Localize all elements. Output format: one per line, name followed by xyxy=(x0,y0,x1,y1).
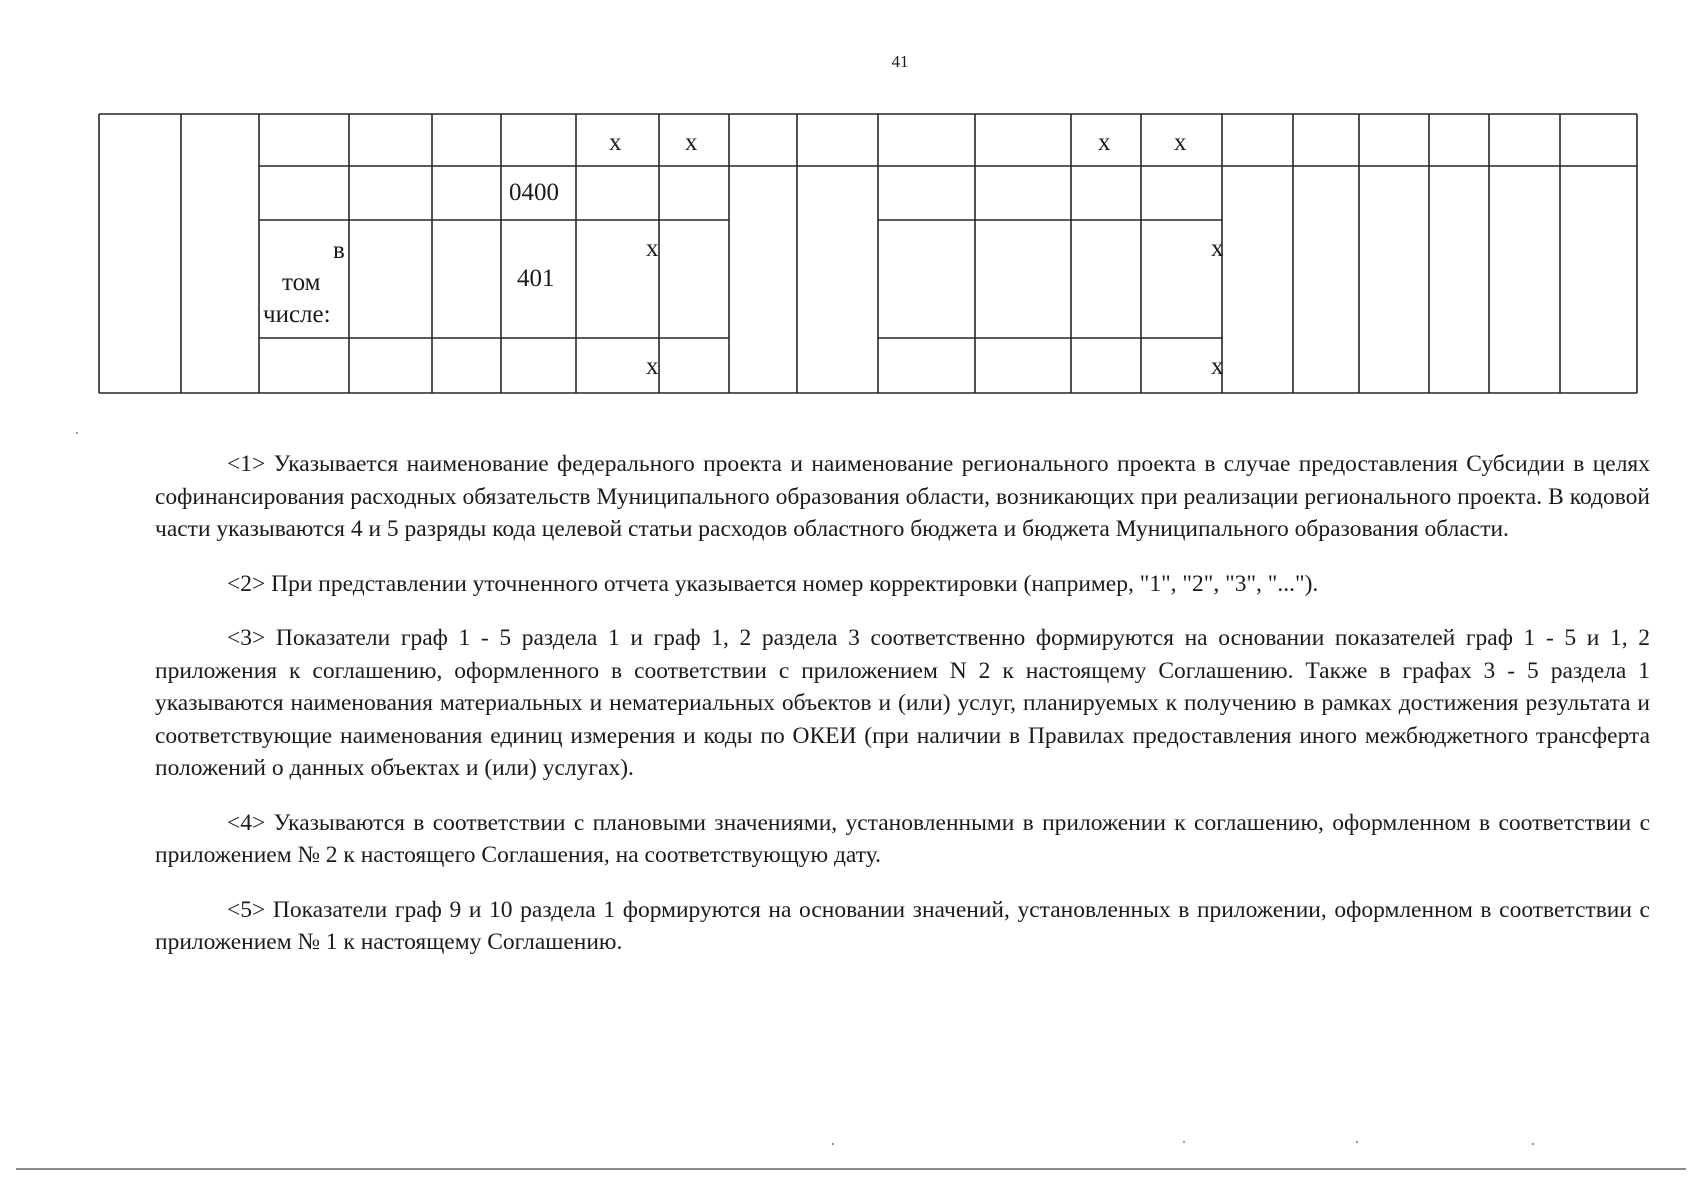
scan-speck xyxy=(1183,1141,1185,1143)
cell-code: 0400 xyxy=(509,179,559,206)
page-number: 41 xyxy=(891,52,909,71)
cell-x: x xyxy=(1211,235,1224,262)
scan-speck xyxy=(832,1143,834,1145)
cell-x: x xyxy=(609,129,622,156)
footnote-1: <1> Указывается наименование федерального проекта и наименование регионального проекта в случае предоставления Субсидии в целях софинансирования расходных обязательств Муниципального образования области, возникающих при реализации регионального проекта. В кодовой части указываются 4 и 5 разряды кода целевой статьи расходов областного бюджета и бюджета Муниципального образования области. xyxy=(155,451,1650,542)
footnote-2: <2> При представлении уточненного отчета указывается номер корректировки (например, "1", "2", "3", "..."). xyxy=(227,570,1319,597)
cell-x: x xyxy=(646,353,659,380)
cell-code: 401 xyxy=(517,265,555,292)
footnote-3: <3> Показатели граф 1 - 5 раздела 1 и граф 1, 2 раздела 3 соответственно формируются на основании показателей граф 1 - 5 и 1, 2 приложения к соглашению, оформленного в соответствии с приложением N 2 к настоящему Соглашению. Также в графах 3 - 5 раздела 1 указываются наименования материальных и нематериальных объектов и (или) услуг, планируемых к получению в рамках достижения результата и соответствующие наименования единиц измерения и коды по ОКЕИ (при наличии в Правилах предоставления иного межбюджетного трансферта положений о данных объектах и (или) услугах). xyxy=(155,625,1650,781)
cell-x: x xyxy=(646,235,659,262)
report-table-grid xyxy=(0,0,1697,420)
cell-x: x xyxy=(1174,129,1187,156)
cell-label: том xyxy=(282,269,321,296)
cell-x: x xyxy=(1211,353,1224,380)
cell-label: числе: xyxy=(263,301,331,328)
footnote-4: <4> Указываются в соответствии с плановыми значениями, установленными в приложении к соглашению, оформленном в соответствии с приложением № 2 к настоящего Соглашения, на соответствующую дату. xyxy=(155,809,1650,868)
footnotes xyxy=(155,448,1650,981)
cell-x: x xyxy=(1098,129,1111,156)
scan-speck xyxy=(1532,1143,1534,1145)
bottom-rule xyxy=(16,1168,1686,1170)
scan-speck xyxy=(76,432,78,434)
cell-x: x xyxy=(685,129,698,156)
scan-speck xyxy=(1356,1141,1358,1143)
footnote-5: <5> Показатели граф 9 и 10 раздела 1 формируются на основании значений, установленных в приложении, оформленном в соответствии с приложением № 1 к настоящему Соглашению. xyxy=(155,896,1650,955)
cell-label: в xyxy=(333,237,345,264)
